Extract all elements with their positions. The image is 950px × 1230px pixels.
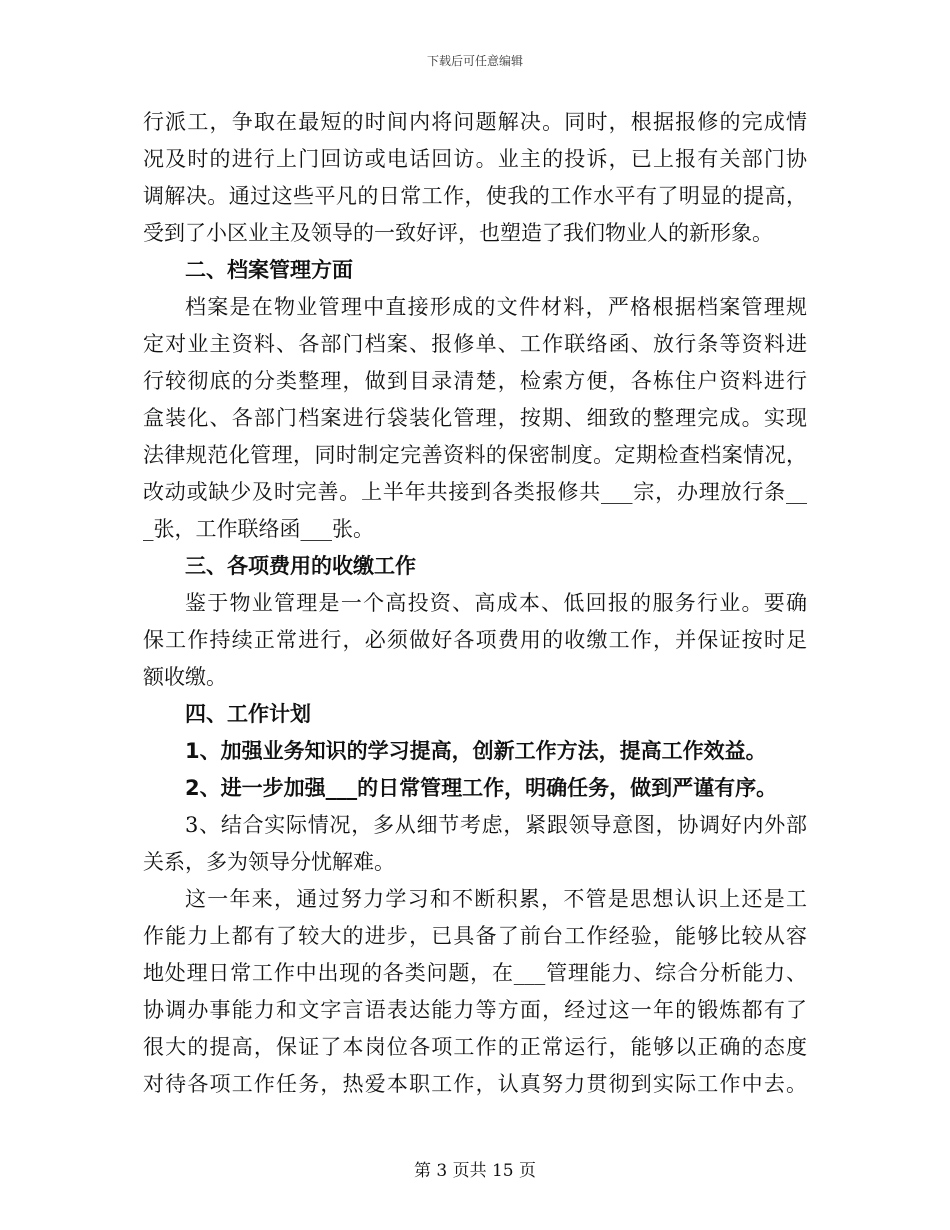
- paragraph-line: 协调办事能力和文字言语表达能力等方面，经过这一年的锻炼都有了: [143, 998, 807, 1022]
- paragraph-line: 况及时的进行上门回访或电话回访。业主的投诉，已上报有关部门协: [143, 147, 807, 171]
- plan-item-1: 1、加强业务知识的学习提高，创新工作方法，提高工作效益。: [185, 739, 767, 763]
- paragraph-line: 鉴于物业管理是一个高投资、高成本、低回报的服务行业。要确: [185, 591, 807, 615]
- paragraph-line: 盒装化、各部门档案进行袋装化管理，按期、细致的整理完成。实现: [143, 406, 807, 430]
- section-heading-fees: 三、各项费用的收缴工作: [185, 554, 416, 578]
- plan-item-2: 2、进一步加强___的日常管理工作，明确任务，做到严谨有序。: [185, 776, 778, 800]
- section-heading-plan: 四、工作计划: [185, 702, 311, 726]
- section-heading-archives: 二、档案管理方面: [185, 258, 353, 282]
- plan-item-3: 3、结合实际情况，多从细节考虑，紧跟领导意图，协调好内外部: [185, 813, 807, 837]
- paragraph-line: 档案是在物业管理中直接形成的文件材料，严格根据档案管理规: [185, 295, 807, 319]
- paragraph-line: 行派工，争取在最短的时间内将问题解决。同时，根据报修的完成情: [143, 110, 807, 134]
- paragraph-line: 改动或缺少及时完善。上半年共接到各类报修共___宗，办理放行条__: [143, 480, 807, 504]
- paragraph-line: 关系，多为领导分忧解难。: [143, 850, 395, 874]
- paragraph-line: 很大的提高，保证了本岗位各项工作的正常运行，能够以正确的态度: [143, 1035, 807, 1059]
- paragraph-line: 受到了小区业主及领导的一致好评，也塑造了我们物业人的新形象。: [143, 221, 773, 245]
- paragraph-line: 作能力上都有了较大的进步，已具备了前台工作经验，能够比较从容: [143, 924, 807, 948]
- paragraph-line: 法律规范化管理，同时制定完善资料的保密制度。定期检查档案情况，: [143, 443, 807, 467]
- paragraph-line: 额收缴。: [143, 665, 227, 689]
- paragraph-line: _张，工作联络函___张。: [143, 517, 374, 541]
- paragraph-line: 调解决。通过这些平凡的日常工作，使我的工作水平有了明显的提高，: [143, 184, 807, 208]
- paragraph-line: 保工作持续正常进行，必须做好各项费用的收缴工作，并保证按时足: [143, 628, 807, 652]
- paragraph-line: 行较彻底的分类整理，做到目录清楚，检索方便，各栋住户资料进行: [143, 369, 807, 393]
- page-header: 下载后可任意编辑: [426, 54, 523, 68]
- paragraph-line: 对待各项工作任务，热爱本职工作，认真努力贯彻到实际工作中去。: [143, 1072, 807, 1096]
- page-number: 第 3 页共 15 页: [413, 1161, 537, 1181]
- document-body: [143, 104, 807, 1103]
- paragraph-line: 地处理日常工作中出现的各类问题，在___管理能力、综合分析能力、: [143, 961, 807, 985]
- paragraph-line: 这一年来，通过努力学习和不断积累，不管是思想认识上还是工: [185, 887, 807, 911]
- paragraph-line: 定对业主资料、各部门档案、报修单、工作联络函、放行条等资料进: [143, 332, 807, 356]
